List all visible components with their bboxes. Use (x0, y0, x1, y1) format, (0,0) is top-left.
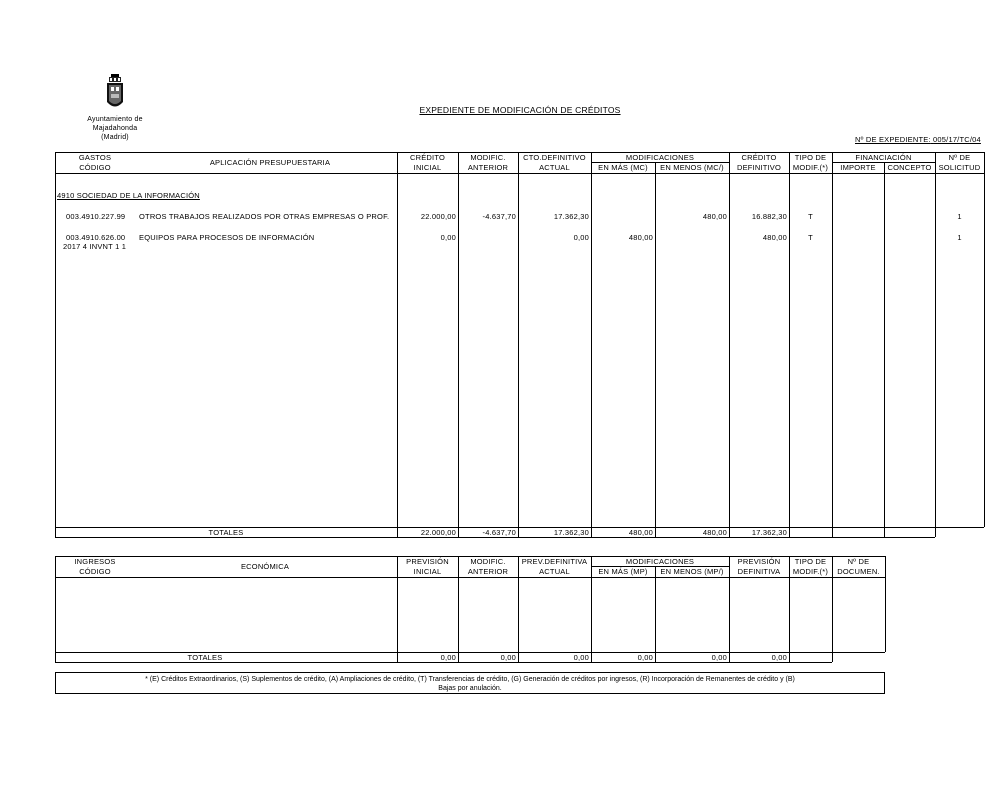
row-cto-actual: 17.362,30 (553, 212, 589, 221)
modificaciones-header: MODIFICACIONES (625, 153, 695, 162)
row-en-menos: 480,00 (702, 212, 727, 221)
modific-anterior-header-2: ANTERIOR (467, 163, 509, 172)
concepto-header: CONCEPTO (887, 163, 932, 172)
row-extra: 2017 4 INVNT 1 1 (63, 242, 127, 251)
prev-definitiva-header-2: ACTUAL (539, 567, 570, 576)
ingresos-total-definitiva: 0,00 (771, 653, 787, 662)
ingresos-total-en-menos: 0,00 (711, 653, 727, 662)
footnote-line2: Bajas por anulación. (438, 685, 502, 692)
ingresos-modificaciones-header: MODIFICACIONES (625, 557, 695, 566)
row-credito-definitivo: 16.882,30 (751, 212, 787, 221)
solicitud-header-1: Nº DE (948, 153, 971, 162)
total-en-mas: 480,00 (628, 528, 653, 537)
total-credito-inicial: 22.000,00 (420, 528, 456, 537)
ingresos-total-en-mas: 0,00 (637, 653, 653, 662)
row-credito-inicial: 22.000,00 (420, 212, 456, 221)
total-cto-actual: 17.362,30 (553, 528, 589, 537)
prevision-inicial-header-1: PREVISIÓN (406, 557, 449, 566)
solicitud-header-2: SOLICITUD (938, 163, 981, 172)
row-solicitud: 1 (957, 233, 962, 242)
row-descripcion: EQUIPOS PARA PROCESOS DE INFORMACIÓN (139, 233, 315, 242)
importe-header: IMPORTE (840, 163, 876, 172)
tipo-modif-header-2: MODIF.(*) (792, 163, 829, 172)
ingresos-tipo-header-2: MODIF.(*) (792, 567, 829, 576)
ingresos-header: INGRESOS (74, 557, 116, 566)
prevision-inicial-header-2: INICIAL (413, 567, 442, 576)
prevision-definitiva-header-1: PREVISIÓN (737, 557, 781, 566)
coat-of-arms-icon (104, 74, 126, 112)
footnote-line1: * (E) Créditos Extraordinarios, (S) Suplementos de crédito, (A) Ampliaciones de crédito, (T) Transferencias de crédito, (G) Generación de créditos por ingresos, (R) Incorporación de Remanentes de crédito y (B) (145, 676, 795, 683)
footnote-box (55, 672, 885, 694)
row-codigo: 003.4910.227.99 (66, 212, 126, 221)
ingresos-en-menos-header: EN MENOS (MP/) (660, 567, 724, 576)
cto-definitivo-header-1: CTO.DEFINITIVO (523, 153, 586, 162)
totals-label: TOTALES (208, 528, 244, 537)
total-credito-definitivo: 17.362,30 (751, 528, 787, 537)
en-menos-header: EN MENOS (MC/) (660, 163, 724, 172)
expediente-label: Nº DE EXPEDIENTE: (855, 135, 931, 144)
expediente-value: 005/17/TC/04 (933, 135, 981, 144)
row-credito-inicial: 0,00 (440, 233, 456, 242)
row-descripcion: OTROS TRABAJOS REALIZADOS POR OTRAS EMPRESAS O PROF. (139, 212, 390, 221)
page-title: EXPEDIENTE DE MODIFICACIÓN DE CRÉDITOS (419, 105, 621, 115)
ingresos-codigo-header: CÓDIGO (79, 567, 111, 576)
ingresos-total-actual: 0,00 (573, 653, 589, 662)
ingresos-total-inicial: 0,00 (440, 653, 456, 662)
row-cto-actual: 0,00 (573, 233, 589, 242)
ingresos-total-anterior: 0,00 (500, 653, 516, 662)
row-credito-definitivo: 480,00 (762, 233, 787, 242)
codigo-header: CÓDIGO (79, 163, 111, 172)
row-modific-anterior: -4.637,70 (482, 212, 516, 221)
org-name-line1: Ayuntamiento de (87, 116, 143, 123)
expediente-number (855, 136, 981, 144)
financiacion-header: FINANCIACIÓN (855, 153, 912, 162)
economica-header: ECONÓMICA (240, 562, 290, 571)
aplicacion-header: APLICACIÓN PRESUPUESTARIA (209, 158, 331, 167)
tipo-modif-header-1: TIPO DE (794, 153, 827, 162)
org-name-line3: (Madrid) (101, 134, 129, 141)
ingresos-en-mas-header: EN MÁS (MP) (598, 567, 648, 576)
credito-definitivo-header-2: DEFINITIVO (736, 163, 782, 172)
ingresos-modific-header-2: ANTERIOR (467, 567, 509, 576)
ingresos-totals-label: TOTALES (187, 653, 223, 662)
org-name-line2: Majadahonda (92, 125, 138, 132)
en-mas-header: EN MÁS (MC) (598, 163, 648, 172)
total-modific-anterior: -4.637,70 (482, 528, 516, 537)
total-en-menos: 480,00 (702, 528, 727, 537)
modific-anterior-header-1: MODIFIC. (470, 153, 506, 162)
row-en-mas: 480,00 (628, 233, 653, 242)
documento-header-2: DOCUMEN. (837, 567, 880, 576)
ingresos-modific-header-1: MODIFIC. (470, 557, 506, 566)
documento-header-1: Nº DE (847, 557, 870, 566)
row-codigo: 003.4910.626.00 (66, 233, 126, 242)
credito-definitivo-header-1: CRÉDITO (741, 153, 777, 162)
prevision-definitiva-header-2: DEFINITIVA (737, 567, 781, 576)
cto-definitivo-header-2: ACTUAL (539, 163, 570, 172)
row-solicitud: 1 (957, 212, 962, 221)
ingresos-tipo-header-1: TIPO DE (794, 557, 827, 566)
row-tipo: T (808, 212, 813, 221)
section-title: 4910 SOCIEDAD DE LA INFORMACIÓN (57, 191, 200, 200)
row-tipo: T (808, 233, 813, 242)
credito-inicial-header-2: INICIAL (413, 163, 442, 172)
prev-definitiva-header-1: PREV.DEFINITIVA (521, 557, 588, 566)
gastos-header: GASTOS (78, 153, 112, 162)
credito-inicial-header-1: CRÉDITO (409, 153, 445, 162)
